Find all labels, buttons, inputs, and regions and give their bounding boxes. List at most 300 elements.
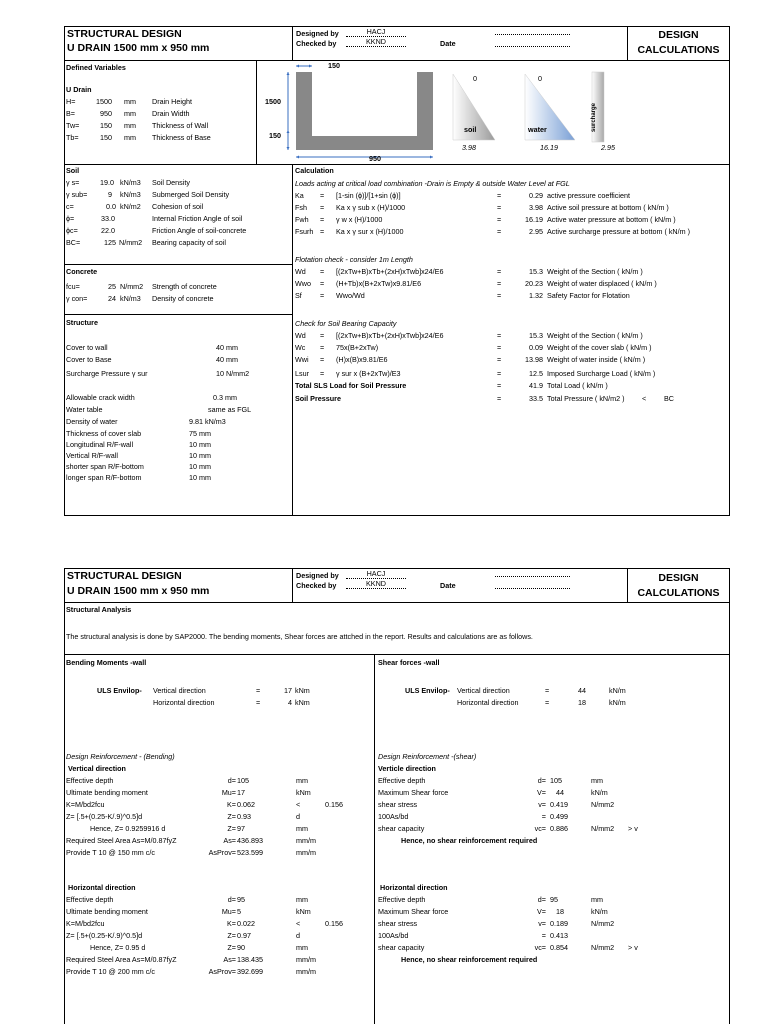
calc-symbol: Sf [295,291,302,300]
calc-eq: = [320,215,325,224]
row-symbol: d= [537,895,546,904]
row-unit: kNm [296,907,311,916]
row-label: Maximum Shear force [378,907,449,916]
total-sls-label: Total SLS Load for Soil Pressure [295,381,407,390]
row-value: 17 [237,788,245,797]
calc-eq: = [320,267,325,276]
row-unit: d [296,812,300,821]
designed-by-value: HACJ [346,27,406,37]
calc-value: 15.3 [529,267,543,276]
row-extra: > v [628,943,638,952]
eq: = [256,698,261,707]
var-desc: Drain Width [152,109,190,118]
calc-eq: = [497,369,502,378]
row-value: 5 [237,907,241,916]
soil-value: 9 [108,190,112,199]
shear-vertical-conclusion: Hence, no shear reinforcement required [401,836,538,845]
calc-eq: = [497,279,502,288]
row-symbol: d= [537,776,546,785]
calc-eq: = [320,191,325,200]
row-extra: > v [628,824,638,833]
soil-value: 33.0 [101,214,115,223]
design-reinf-bending-heading: Design Reinforcement - (Bending) [66,752,175,761]
var-symbol: Tb= [66,133,79,142]
row-label: Ultimate bending moment [66,907,148,916]
row-symbol: d= [227,776,236,785]
var-unit: mm [124,109,136,118]
row-extra: 0.156 [325,919,343,928]
loads-subheading: Loads acting at critical load combination -Drain is Empty & outside Water Level at FGL [295,179,570,188]
calc-formula: Ka x γ sub x (H)/1000 [336,203,406,212]
defined-variables-heading: Defined Variables [66,63,126,72]
soil-desc: Submerged Soil Density [152,190,230,199]
row-symbol: = [541,812,546,821]
calc-eq: = [497,331,502,340]
row-symbol: K= [227,919,236,928]
row-unit: N/mm2 [591,800,615,809]
soil-pressure-value: 33.5 [529,394,543,403]
structure-label: Thickness of cover slab [66,429,142,438]
structure-value: same as FGL [208,405,252,414]
var-desc: Thickness of Wall [152,121,209,130]
var-value: 150 [100,133,112,142]
checked-by-value: KKND [346,579,406,589]
header-subtitle: U DRAIN 1500 mm x 950 mm [67,42,210,54]
row-symbol: As= [223,836,236,845]
bending-moments-heading: Bending Moments -wall [66,658,147,667]
calc-eq: = [320,203,325,212]
structure-value: 10 mm [189,451,211,460]
row-unit: kN/m [591,788,608,797]
soil-symbol: ϕc= [66,226,78,235]
row-symbol: d= [227,895,236,904]
calc-value: 13.98 [525,355,543,364]
row-label: Z= [.5+(0.25-K/.9)^0.5]d [66,931,143,940]
row-unit: mm/m [296,967,316,976]
structure-value: 40 mm [216,355,238,364]
calc-symbol: Wd [295,267,306,276]
calc-desc: Imposed Surcharge Load ( kN/m ) [547,369,656,378]
soil-value: 125 [104,238,116,247]
calc-value: 15.3 [529,331,543,340]
row-symbol: AsProv= [208,967,236,976]
row-symbol: V= [537,788,546,797]
calc-desc: Active water pressure at bottom ( kN/m ) [547,215,676,224]
var-symbol: B= [66,109,75,118]
structure-value: 10 mm [189,473,211,482]
var-unit: mm [124,133,136,142]
row-value: 436.893 [237,836,263,845]
calc-formula: γ sur x (B+2xTw)/E3 [336,369,401,378]
calc-value: 16.19 [525,215,543,224]
row-value: 0.419 [550,800,568,809]
design-reinf-shear-heading: Design Reinforcement -(shear) [378,752,477,761]
dim-height: 1500 [265,97,281,106]
structure-label: Density of water [66,417,118,426]
designed-by-label: Designed by [296,571,339,580]
var-unit: mm [124,121,136,130]
calc-formula: (H+Tb)x(B+2xTw)x9.81/E6 [336,279,422,288]
row-symbol: Z= [227,931,236,940]
checked-by-label: Checked by [296,581,337,590]
calc-desc: Weight of the Section ( kN/m ) [547,267,643,276]
udrain-shape [296,72,433,150]
var-value: 950 [100,109,112,118]
udrain-label: U Drain [66,85,92,94]
structure-value: 10 N/mm2 [216,369,250,378]
row-unit: mm/m [296,955,316,964]
row-unit: mm/m [296,848,316,857]
calc-eq: = [320,331,325,340]
soil-symbol: γ sub= [66,190,88,199]
var-desc: Drain Height [152,97,192,106]
structure-value: 10 mm [189,440,211,449]
calc-desc: Weight of water displaced ( kN/m ) [547,279,657,288]
soil-desc: Cohesion of soil [152,202,204,211]
design-label: DESIGN [658,572,699,584]
row-unit: mm [296,824,308,833]
soil-unit: kN/m3 [120,178,141,187]
row-value: 105 [237,776,249,785]
row-label: Effective depth [378,895,426,904]
header-subtitle: U DRAIN 1500 mm x 950 mm [67,585,210,597]
row-label: 100As/bd [378,931,409,940]
row-value: 0.062 [237,800,255,809]
calc-formula: (H)x(B)x9.81/E6 [336,355,388,364]
calc-formula: [(2xTw+B)xTb+(2xH)xTwb]x24/E6 [336,331,444,340]
soil-symbol: c= [66,202,74,211]
calc-desc: Safety Factor for Flotation [547,291,630,300]
shear-horizontal-conclusion: Hence, no shear reinforcement required [401,955,538,964]
shear-unit: kN/m [609,686,626,695]
calc-formula: Ka x γ sur x (H)/1000 [336,227,404,236]
var-value: 150 [100,121,112,130]
concrete-symbol: fcu= [66,282,80,291]
header-title: STRUCTURAL DESIGN [67,570,182,582]
shear-horizontal-heading: Horizontal direction [380,883,448,892]
calc-formula: 75x(B+2xTw) [336,343,379,352]
checked-by-value: KKND [346,37,406,47]
soil-symbol: ϕ= [66,214,75,223]
soil-symbol: BC= [66,238,81,247]
shear-value: 18 [578,698,586,707]
var-symbol: H= [66,97,76,106]
calculations-label: CALCULATIONS [637,587,720,599]
row-label: Maximum Shear force [378,788,449,797]
calc-formula: Wwo/Wd [336,291,365,300]
row-value: 0.413 [550,931,568,940]
date-label: Date [440,581,456,590]
row-unit: N/mm2 [591,919,615,928]
row-value: 0.189 [550,919,568,928]
shear-forces-heading: Shear forces -wall [378,658,440,667]
structure-label: Allowable crack width [66,393,135,402]
checked-date-line [495,46,570,47]
soil-desc: Soil Density [152,178,190,187]
calc-desc: Weight of water inside ( kN/m ) [547,355,646,364]
calc-value: 3.98 [529,203,543,212]
calc-value: 0.29 [529,191,543,200]
concrete-symbol: γ con= [66,294,88,303]
calc-value: 20.23 [525,279,543,288]
row-unit: mm [296,776,308,785]
calc-eq: = [497,215,502,224]
row-value: 95 [550,895,558,904]
row-value: 392.699 [237,967,263,976]
row-symbol: v= [538,800,546,809]
row-value: 0.886 [550,824,568,833]
row-label: Effective depth [66,776,114,785]
designed-by-label: Designed by [296,29,339,38]
row-label: Effective depth [378,776,426,785]
row-symbol: Z= [227,812,236,821]
row-unit: mm [591,895,603,904]
calc-eq: = [320,369,325,378]
row-value: 44 [556,788,564,797]
row-value: 95 [237,895,245,904]
row-unit: mm [591,776,603,785]
var-value: 1500 [96,97,112,106]
checked-by-label: Checked by [296,39,337,48]
row-value: 0.499 [550,812,568,821]
row-unit: < [296,919,301,928]
soil-label: soil [464,125,477,134]
row-unit: N/mm2 [591,943,615,952]
soil-unit: N/mm2 [119,238,143,247]
designed-by-value: HACJ [346,569,406,579]
dim-top: 150 [328,61,340,70]
total-sls-value: 41.9 [529,381,543,390]
concrete-value: 24 [108,294,116,303]
calc-value: 1.32 [529,291,543,300]
eq: = [256,686,261,695]
design-label: DESIGN [658,29,699,41]
soil-desc: Internal Friction Angle of soil [152,214,243,223]
calc-eq: = [320,291,325,300]
row-label: Required Steel Area As=M/0.87fyZ [66,836,177,845]
calc-symbol: Wwo [295,279,311,288]
row-symbol: = [541,931,546,940]
total-sls-desc: Total Load ( kN/m ) [547,381,608,390]
row-value: 90 [237,943,245,952]
row-extra: 0.156 [325,800,343,809]
calc-eq: = [497,355,502,364]
row-value: 0.854 [550,943,568,952]
calc-symbol: Fsh [295,203,307,212]
moment-unit: kNm [295,686,310,695]
calculation-heading: Calculation [295,166,334,175]
structural-analysis-heading: Structural Analysis [66,605,132,614]
row-symbol: K= [227,800,236,809]
row-unit: d [296,931,300,940]
structure-label: Cover to Base [66,355,112,364]
row-label: shear capacity [378,824,425,833]
row-label: Required Steel Area As=M/0.87fyZ [66,955,177,964]
checked-date-line [495,588,570,589]
row-value: 18 [556,907,564,916]
structure-value: 9.81 kN/m3 [189,417,226,426]
row-symbol: V= [537,907,546,916]
row-unit: N/mm2 [591,824,615,833]
structure-value: 75 mm [189,429,211,438]
soil-pressure-label: Soil Pressure [295,394,341,403]
row-unit: mm [296,943,308,952]
soil-pressure-eq: = [497,394,502,403]
concrete-unit: N/mm2 [120,282,144,291]
soil-desc: Bearing capacity of soil [152,238,226,247]
soil-unit: kN/m3 [120,190,141,199]
row-value: 0.93 [237,812,251,821]
designed-date-line [495,34,570,35]
bending-vertical-heading: Vertical direction [68,764,126,773]
structure-heading: Structure [66,318,98,327]
calc-eq: = [497,191,502,200]
row-unit: kN/m [591,907,608,916]
dim-width: 950 [369,154,381,163]
calc-symbol: Lsur [295,369,309,378]
calc-value: 2.95 [529,227,543,236]
shear-vertical-heading: Verticle direction [378,764,436,773]
row-label: Provide T 10 @ 150 mm c/c [66,848,155,857]
row-symbol: AsProv= [208,848,236,857]
row-value: 0.97 [237,931,251,940]
row-symbol: Z= [227,824,236,833]
row-label: Hence, Z= 0.9259916 d [90,824,166,833]
surcharge-label: surcharge [591,102,598,133]
row-label: shear capacity [378,943,425,952]
var-desc: Thickness of Base [152,133,211,142]
structure-label: Longitudinal R/F-wall [66,440,134,449]
eq: = [545,698,550,707]
soil-pressure-bc: BC [664,394,674,403]
calc-eq: = [320,227,325,236]
structure-value: 10 mm [189,462,211,471]
calc-eq: = [320,279,325,288]
calc-desc: Weight of the Section ( kN/m ) [547,331,643,340]
row-symbol: As= [223,955,236,964]
date-label: Date [440,39,456,48]
calc-eq: = [497,267,502,276]
eq: = [545,686,550,695]
soil-top-value: 0 [473,74,477,83]
calc-eq: = [497,203,502,212]
concrete-value: 25 [108,282,116,291]
calc-eq: = [497,343,502,352]
row-unit: < [296,800,301,809]
row-value: 523.599 [237,848,263,857]
soil-unit: kN/m2 [120,202,141,211]
calc-symbol: Wc [295,343,306,352]
row-label: K=M/bd2fcu [66,800,105,809]
soil-value: 22.0 [101,226,115,235]
row-symbol: vc= [534,824,546,833]
concrete-heading: Concrete [66,267,98,276]
calc-eq: = [497,227,502,236]
header-title: STRUCTURAL DESIGN [67,28,182,40]
calculations-label: CALCULATIONS [637,44,720,56]
var-symbol: Tw= [66,121,80,130]
row-unit: mm [296,895,308,904]
water-top-value: 0 [538,74,542,83]
bearing-subheading: Check for Soil Bearing Capacity [295,319,397,328]
structure-label: Surcharge Pressure γ sur [66,369,148,378]
calc-desc: Weight of the cover slab ( kN/m ) [547,343,652,352]
row-value: 0.022 [237,919,255,928]
calc-formula: γ w x (H)/1000 [336,215,383,224]
uls-label: ULS Envilop- [405,686,450,695]
direction-label: Vertical direction [153,686,206,695]
calc-eq: = [320,355,325,364]
row-label: 100As/bd [378,812,409,821]
row-symbol: Z= [227,943,236,952]
row-unit: mm/m [296,836,316,845]
structure-label: Water table [66,405,103,414]
moment-unit: kNm [295,698,310,707]
calc-formula: [1-sin (ϕ)]/[1+sin (ϕ)] [336,191,401,200]
calc-desc: Active soil pressure at bottom ( kN/m ) [547,203,669,212]
structure-label: Cover to wall [66,343,108,352]
structure-label: Vertical R/F-wall [66,451,118,460]
structure-label: shorter span R/F-bottom [66,462,144,471]
soil-heading: Soil [66,166,80,175]
calc-desc: active pressure coefficient [547,191,630,200]
row-label: Effective depth [66,895,114,904]
direction-label: Vertical direction [457,686,510,695]
soil-symbol: γ s= [66,178,80,187]
calc-symbol: Wd [295,331,306,340]
concrete-desc: Density of concrete [152,294,214,303]
direction-label: Horizontal direction [457,698,519,707]
calc-symbol: Fwh [295,215,309,224]
row-value: 97 [237,824,245,833]
structural-analysis-text: The structural analysis is done by SAP2000. The bending moments, Shear forces are attched in the report. Results and calculations are as follows. [66,632,533,641]
calc-symbol: Wwi [295,355,309,364]
structure-value: 40 mm [216,343,238,352]
shear-value: 44 [578,686,586,695]
flotation-subheading: Flotation check - consider 1m Length [295,255,413,264]
structure-label: longer span R/F-bottom [66,473,142,482]
uls-label: ULS Envilop- [97,686,142,695]
soil-bottom-value: 3.98 [462,143,476,152]
calc-eq: = [497,291,502,300]
calc-desc: Active surcharge pressure at bottom ( kN/m ) [547,227,690,236]
row-symbol: Mu= [221,907,236,916]
row-symbol: vc= [534,943,546,952]
soil-value: 0.0 [106,202,116,211]
row-label: shear stress [378,919,418,928]
water-label: water [528,125,547,134]
calc-symbol: Ka [295,191,304,200]
row-symbol: v= [538,919,546,928]
row-value: 105 [550,776,562,785]
calc-value: 12.5 [529,369,543,378]
row-label: Hence, Z= 0.95 d [90,943,146,952]
direction-label: Horizontal direction [153,698,215,707]
row-label: Provide T 10 @ 200 mm c/c [66,967,155,976]
bending-horizontal-heading: Horizontal direction [68,883,136,892]
row-symbol: Mu= [221,788,236,797]
var-unit: mm [124,97,136,106]
shear-unit: kN/m [609,698,626,707]
soil-desc: Friction Angle of soil-concrete [152,226,247,235]
row-label: shear stress [378,800,418,809]
row-label: K=M/bd2fcu [66,919,105,928]
calc-eq: = [320,343,325,352]
calc-value: 0.09 [529,343,543,352]
row-label: Ultimate bending moment [66,788,148,797]
row-label: Z= [.5+(0.25-K/.9)^0.5]d [66,812,143,821]
soil-pressure-compare: < [642,394,647,403]
